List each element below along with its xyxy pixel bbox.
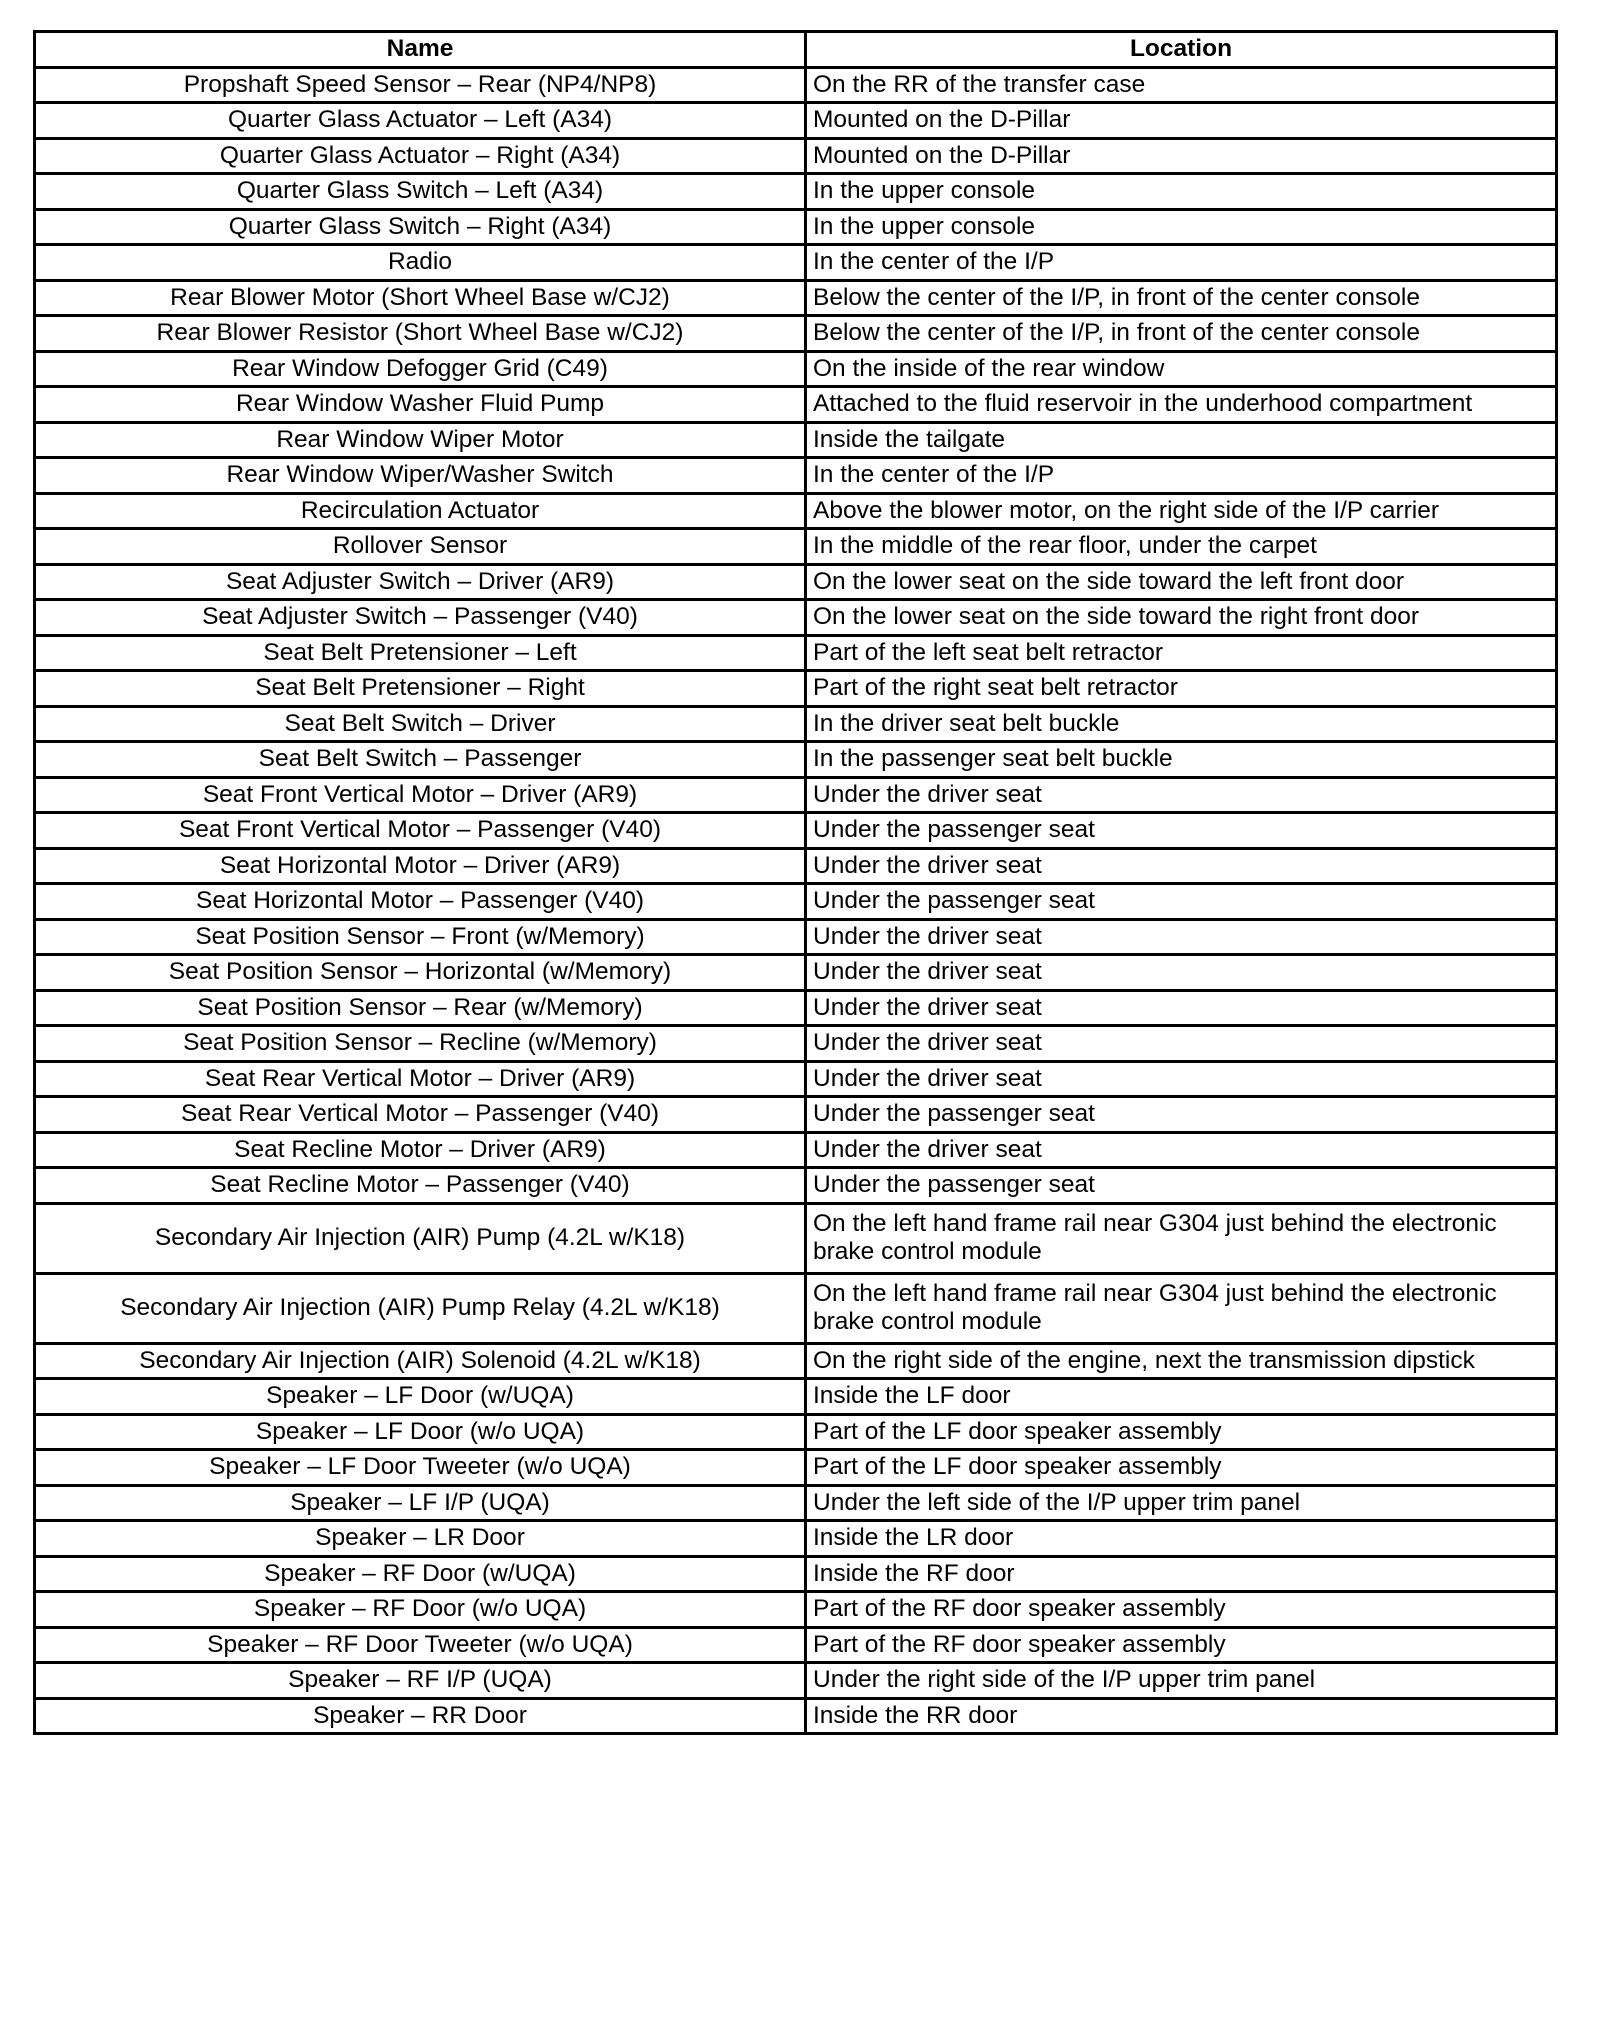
component-location-cell: Under the passenger seat [806, 1097, 1557, 1133]
component-location-cell: Inside the tailgate [806, 422, 1557, 458]
component-name-cell: Seat Position Sensor – Front (w/Memory) [35, 919, 806, 955]
table-row [35, 209, 1557, 245]
component-name-cell: Seat Recline Motor – Passenger (V40) [35, 1168, 806, 1204]
component-name-cell: Rear Blower Resistor (Short Wheel Base w/CJ2) [35, 316, 806, 352]
component-location-cell: Part of the RF door speaker assembly [806, 1592, 1557, 1628]
component-location-cell: Mounted on the D-Pillar [806, 103, 1557, 139]
table-row [35, 1097, 1557, 1133]
component-location-cell: Attached to the fluid reservoir in the underhood compartment [806, 387, 1557, 423]
table-row [35, 1273, 1557, 1343]
table-row [35, 1450, 1557, 1486]
component-location-cell: Inside the RR door [806, 1698, 1557, 1734]
component-name-cell: Quarter Glass Switch – Left (A34) [35, 174, 806, 210]
component-location-cell: On the inside of the rear window [806, 351, 1557, 387]
table-row [35, 1521, 1557, 1557]
component-name-cell: Rollover Sensor [35, 529, 806, 565]
component-location-cell: Under the driver seat [806, 1132, 1557, 1168]
table-row [35, 1026, 1557, 1062]
table-row [35, 1343, 1557, 1379]
table-row [35, 245, 1557, 281]
table-row [35, 1414, 1557, 1450]
component-name-cell: Speaker – RF Door (w/o UQA) [35, 1592, 806, 1628]
table-row [35, 1379, 1557, 1415]
table-row [35, 1698, 1557, 1734]
component-location-cell: Under the driver seat [806, 1026, 1557, 1062]
component-name-cell: Seat Belt Pretensioner – Right [35, 671, 806, 707]
component-name-cell: Seat Belt Pretensioner – Left [35, 635, 806, 671]
component-location-cell: On the RR of the transfer case [806, 67, 1557, 103]
component-name-cell: Seat Rear Vertical Motor – Driver (AR9) [35, 1061, 806, 1097]
component-location-cell: Under the right side of the I/P upper trim panel [806, 1663, 1557, 1699]
component-location-cell: Inside the LF door [806, 1379, 1557, 1415]
component-location-cell: Part of the RF door speaker assembly [806, 1627, 1557, 1663]
table-row [35, 387, 1557, 423]
component-location-cell: Under the left side of the I/P upper trim panel [806, 1485, 1557, 1521]
component-location-cell: Under the driver seat [806, 919, 1557, 955]
component-name-cell: Secondary Air Injection (AIR) Pump Relay (4.2L w/K18) [35, 1273, 806, 1343]
component-name-cell: Seat Adjuster Switch – Passenger (V40) [35, 600, 806, 636]
table-row [35, 564, 1557, 600]
component-name-cell: Seat Rear Vertical Motor – Passenger (V40) [35, 1097, 806, 1133]
component-name-cell: Speaker – LF Door (w/o UQA) [35, 1414, 806, 1450]
component-name-cell: Speaker – RF I/P (UQA) [35, 1663, 806, 1699]
component-name-cell: Quarter Glass Switch – Right (A34) [35, 209, 806, 245]
table-row [35, 351, 1557, 387]
component-name-cell: Secondary Air Injection (AIR) Solenoid (4.2L w/K18) [35, 1343, 806, 1379]
component-location-cell: In the driver seat belt buckle [806, 706, 1557, 742]
component-location-cell: Under the driver seat [806, 848, 1557, 884]
table-row [35, 813, 1557, 849]
component-location-cell: Under the driver seat [806, 955, 1557, 991]
component-name-cell: Speaker – LR Door [35, 1521, 806, 1557]
table-row [35, 67, 1557, 103]
component-location-cell: On the left hand frame rail near G304 just behind the electronic brake control module [806, 1273, 1557, 1343]
component-location-cell: On the right side of the engine, next the transmission dipstick [806, 1343, 1557, 1379]
component-location-cell: In the upper console [806, 209, 1557, 245]
component-name-cell: Quarter Glass Actuator – Right (A34) [35, 138, 806, 174]
component-location-cell: Under the driver seat [806, 990, 1557, 1026]
table-row [35, 138, 1557, 174]
component-location-cell: Part of the LF door speaker assembly [806, 1414, 1557, 1450]
table-row [35, 1485, 1557, 1521]
component-name-cell: Seat Horizontal Motor – Driver (AR9) [35, 848, 806, 884]
table-row [35, 493, 1557, 529]
component-name-cell: Propshaft Speed Sensor – Rear (NP4/NP8) [35, 67, 806, 103]
table-row [35, 280, 1557, 316]
component-name-cell: Seat Belt Switch – Driver [35, 706, 806, 742]
table-row [35, 1203, 1557, 1273]
component-name-cell: Rear Window Defogger Grid (C49) [35, 351, 806, 387]
table-row [35, 600, 1557, 636]
component-name-cell: Quarter Glass Actuator – Left (A34) [35, 103, 806, 139]
table-row [35, 1556, 1557, 1592]
table-row [35, 1627, 1557, 1663]
table-body [35, 67, 1557, 1734]
component-location-cell: On the lower seat on the side toward the right front door [806, 600, 1557, 636]
component-location-cell: Under the passenger seat [806, 884, 1557, 920]
table-row [35, 1168, 1557, 1204]
component-name-cell: Recirculation Actuator [35, 493, 806, 529]
table-row [35, 635, 1557, 671]
component-name-cell: Seat Front Vertical Motor – Passenger (V40) [35, 813, 806, 849]
component-name-cell: Seat Position Sensor – Recline (w/Memory) [35, 1026, 806, 1062]
component-name-cell: Speaker – LF I/P (UQA) [35, 1485, 806, 1521]
component-location-cell: Below the center of the I/P, in front of the center console [806, 280, 1557, 316]
component-name-cell: Speaker – RR Door [35, 1698, 806, 1734]
component-name-cell: Speaker – LF Door Tweeter (w/o UQA) [35, 1450, 806, 1486]
component-location-cell: Inside the LR door [806, 1521, 1557, 1557]
component-name-cell: Rear Window Wiper/Washer Switch [35, 458, 806, 494]
component-name-cell: Rear Window Wiper Motor [35, 422, 806, 458]
location-column-header: Location [806, 32, 1557, 68]
component-location-cell: Under the driver seat [806, 777, 1557, 813]
component-location-cell: Part of the LF door speaker assembly [806, 1450, 1557, 1486]
table-row [35, 1592, 1557, 1628]
component-location-cell: Under the passenger seat [806, 813, 1557, 849]
component-location-cell: On the left hand frame rail near G304 just behind the electronic brake control module [806, 1203, 1557, 1273]
component-name-cell: Seat Adjuster Switch – Driver (AR9) [35, 564, 806, 600]
component-name-cell: Seat Front Vertical Motor – Driver (AR9) [35, 777, 806, 813]
component-name-cell: Seat Belt Switch – Passenger [35, 742, 806, 778]
component-location-cell: Under the driver seat [806, 1061, 1557, 1097]
component-location-cell: Mounted on the D-Pillar [806, 138, 1557, 174]
component-name-cell: Seat Recline Motor – Driver (AR9) [35, 1132, 806, 1168]
table-row [35, 777, 1557, 813]
component-name-cell: Seat Horizontal Motor – Passenger (V40) [35, 884, 806, 920]
component-location-cell: In the center of the I/P [806, 458, 1557, 494]
table-row [35, 990, 1557, 1026]
table-row [35, 742, 1557, 778]
table-row [35, 103, 1557, 139]
component-location-cell: Under the passenger seat [806, 1168, 1557, 1204]
component-location-cell: In the passenger seat belt buckle [806, 742, 1557, 778]
component-name-cell: Seat Position Sensor – Rear (w/Memory) [35, 990, 806, 1026]
table-row [35, 884, 1557, 920]
component-name-cell: Secondary Air Injection (AIR) Pump (4.2L w/K18) [35, 1203, 806, 1273]
component-location-cell: Inside the RF door [806, 1556, 1557, 1592]
table-row [35, 422, 1557, 458]
component-name-cell: Rear Window Washer Fluid Pump [35, 387, 806, 423]
table-row [35, 919, 1557, 955]
component-location-cell: In the upper console [806, 174, 1557, 210]
table-row [35, 1663, 1557, 1699]
name-column-header: Name [35, 32, 806, 68]
table-row [35, 706, 1557, 742]
table-row [35, 458, 1557, 494]
component-name-cell: Rear Blower Motor (Short Wheel Base w/CJ2) [35, 280, 806, 316]
component-name-cell: Radio [35, 245, 806, 281]
component-location-cell: Above the blower motor, on the right side of the I/P carrier [806, 493, 1557, 529]
table-row [35, 955, 1557, 991]
table-row [35, 848, 1557, 884]
component-name-cell: Seat Position Sensor – Horizontal (w/Memory) [35, 955, 806, 991]
component-location-cell: In the middle of the rear floor, under the carpet [806, 529, 1557, 565]
table-row [35, 316, 1557, 352]
table-row [35, 174, 1557, 210]
component-location-table [33, 30, 1558, 1735]
component-name-cell: Speaker – RF Door Tweeter (w/o UQA) [35, 1627, 806, 1663]
table-row [35, 1061, 1557, 1097]
table-row [35, 529, 1557, 565]
component-location-cell: On the lower seat on the side toward the left front door [806, 564, 1557, 600]
component-name-cell: Speaker – LF Door (w/UQA) [35, 1379, 806, 1415]
component-location-cell: Below the center of the I/P, in front of the center console [806, 316, 1557, 352]
table-row [35, 1132, 1557, 1168]
component-location-cell: In the center of the I/P [806, 245, 1557, 281]
component-location-cell: Part of the right seat belt retractor [806, 671, 1557, 707]
component-name-cell: Speaker – RF Door (w/UQA) [35, 1556, 806, 1592]
component-location-cell: Part of the left seat belt retractor [806, 635, 1557, 671]
table-header-row [35, 32, 1557, 68]
table-row [35, 671, 1557, 707]
